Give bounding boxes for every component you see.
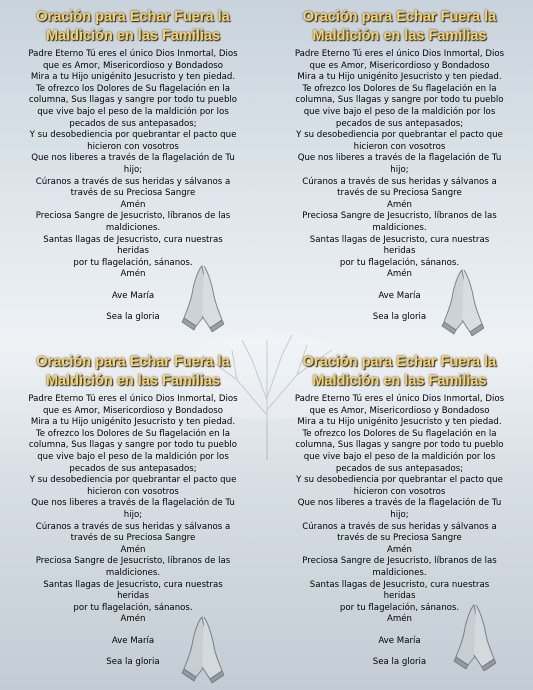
prayer-line: Y su desobediencia por quebrantar el pacto que	[296, 130, 503, 141]
prayer-line: que vive bajo el peso de la maldición por los	[303, 451, 496, 462]
prayer-line: Cúranos a través de sus heridas y sálvanos a	[302, 521, 497, 532]
prayer-line: Mira a tu Hijo unigénito Jesucristo y ten piedad.	[30, 417, 236, 428]
prayer-line: Mira a tu Hijo unigénito Jesucristo y ten piedad.	[297, 417, 502, 428]
prayer-line: través de su Preciosa Sangre	[337, 188, 462, 199]
prayer-line: Te ofrezco los Dolores de Su flagelación en la	[35, 83, 230, 94]
prayer-line: pecados de sus antepasados;	[69, 463, 197, 474]
praying-hands-icon	[180, 613, 224, 683]
prayer-line: hicieron con vosotros	[87, 486, 179, 497]
title-line: Oración para Echar Fuera la	[36, 354, 230, 370]
prayer-line: Preciosa Sangre de Jesucristo, líbranos de las	[35, 211, 231, 222]
prayer-line: por tu flagelación, sánanos.	[73, 602, 193, 613]
prayer-line: Preciosa Sangre de Jesucristo, líbranos de las	[35, 556, 231, 567]
prayer-line: que es Amor, Misericordioso y Bondadoso	[43, 405, 223, 416]
prayer-line: heridas	[117, 246, 149, 257]
prayer-line: Santas llagas de Jesucristo, cura nuestras	[309, 234, 490, 245]
prayer-line: Que nos liberes a través de la flagelación de Tu	[31, 153, 235, 164]
ave-maria-label: Ave María	[111, 635, 155, 646]
prayer-card	[266, 345, 533, 690]
gloria-label: Sea la gloria	[106, 312, 160, 323]
prayer-line: hicieron con vosotros	[353, 141, 446, 152]
prayer-line: Preciosa Sangre de Jesucristo, líbranos de las	[302, 211, 497, 222]
prayer-line: Cúranos a través de sus heridas y sálvanos a	[302, 176, 497, 187]
prayer-line: Que nos liberes a través de la flagelación de Tu	[297, 498, 502, 509]
prayer-line: por tu flagelación, sánanos.	[339, 257, 460, 268]
prayer-line: Santas llagas de Jesucristo, cura nuestras	[43, 234, 223, 245]
prayer-line: Te ofrezco los Dolores de Su flagelación en la	[302, 83, 497, 94]
prayer-line: maldiciones.	[372, 567, 427, 578]
prayer-body	[272, 49, 527, 324]
prayer-line: columna, Sus llagas y sangre por todo tu pueblo	[295, 440, 504, 451]
prayer-line: Padre Eterno Tú eres el único Dios Inmortal, Dios	[28, 394, 238, 404]
prayer-line: Amén	[120, 199, 146, 210]
prayer-line: Que nos liberes a través de la flagelación de Tu	[297, 153, 502, 164]
prayer-title	[6, 8, 260, 46]
prayer-line: columna, Sus llagas y sangre por todo tu pueblo	[28, 95, 238, 106]
prayer-line: Amén	[120, 269, 146, 280]
prayer-line: heridas	[383, 591, 416, 602]
prayer-title	[6, 353, 260, 391]
ave-maria-label: Ave María	[111, 290, 155, 301]
prayer-line: Amén	[120, 614, 146, 625]
prayer-line: pecados de sus antepasados;	[335, 463, 464, 474]
prayer-line: que es Amor, Misericordioso y Bondadoso	[309, 405, 490, 416]
prayer-line: través de su Preciosa Sangre	[337, 533, 462, 544]
title-line: Maldición en las Familias	[45, 373, 221, 389]
prayer-line: pecados de sus antepasados;	[335, 118, 464, 129]
prayer-line: Padre Eterno Tú eres el único Dios Inmortal, Dios	[28, 49, 238, 59]
title-line: Maldición en las Familias	[312, 373, 487, 389]
prayer-card	[0, 0, 266, 345]
gloria-label: Sea la gloria	[372, 312, 427, 323]
title-line: Oración para Echar Fuera la	[302, 354, 497, 370]
prayer-line: columna, Sus llagas y sangre por todo tu pueblo	[28, 440, 238, 451]
prayer-line: maldiciones.	[105, 567, 161, 578]
prayer-line: hicieron con vosotros	[87, 141, 179, 152]
prayer-line: Mira a tu Hijo unigénito Jesucristo y ten piedad.	[297, 72, 502, 83]
prayer-line: Amén	[387, 614, 412, 625]
prayer-title	[272, 8, 527, 46]
prayer-line: pecados de sus antepasados;	[69, 118, 197, 129]
prayer-line: que es Amor, Misericordioso y Bondadoso	[309, 60, 490, 71]
prayer-line: Cúranos a través de sus heridas y sálvanos a	[35, 176, 231, 187]
prayer-line: través de su Preciosa Sangre	[70, 188, 196, 199]
gloria-label: Sea la gloria	[106, 657, 160, 668]
prayer-line: hicieron con vosotros	[353, 486, 446, 497]
prayer-line: por tu flagelación, sánanos.	[339, 602, 460, 613]
ave-maria-label: Ave María	[378, 635, 421, 646]
title-line: Oración para Echar Fuera la	[36, 9, 230, 25]
praying-hands-icon	[452, 601, 496, 671]
prayer-line: Amén	[387, 199, 412, 210]
prayer-line: Cúranos a través de sus heridas y sálvanos a	[35, 521, 231, 532]
prayer-card	[266, 0, 533, 345]
prayer-line: Padre Eterno Tú eres el único Dios Inmortal, Dios	[294, 394, 505, 404]
prayer-line: Santas llagas de Jesucristo, cura nuestras	[309, 579, 490, 590]
prayer-line: hijo;	[390, 164, 409, 175]
prayer-line: través de su Preciosa Sangre	[70, 533, 196, 544]
prayer-line: por tu flagelación, sánanos.	[73, 257, 193, 268]
prayer-line: hijo;	[390, 509, 409, 520]
prayer-line: heridas	[117, 591, 149, 602]
prayer-line: Santas llagas de Jesucristo, cura nuestras	[43, 579, 223, 590]
title-line: Oración para Echar Fuera la	[302, 9, 497, 25]
prayer-line: heridas	[383, 246, 416, 257]
gloria-label: Sea la gloria	[372, 657, 427, 668]
prayer-line: Amén	[387, 544, 412, 555]
prayer-line: hijo;	[123, 509, 143, 520]
ave-maria-label: Ave María	[378, 290, 421, 301]
prayer-line: que es Amor, Misericordioso y Bondadoso	[43, 60, 223, 71]
praying-hands-icon	[180, 262, 224, 332]
title-line: Maldición en las Familias	[312, 28, 487, 44]
prayer-line: Te ofrezco los Dolores de Su flagelación en la	[302, 428, 497, 439]
prayer-line: Padre Eterno Tú eres el único Dios Inmortal, Dios	[294, 49, 505, 59]
title-line: Maldición en las Familias	[45, 28, 221, 44]
prayer-line: Que nos liberes a través de la flagelación de Tu	[31, 498, 235, 509]
prayer-line: Preciosa Sangre de Jesucristo, líbranos de las	[302, 556, 497, 567]
prayer-line: Y su desobediencia por quebrantar el pacto que	[29, 475, 237, 486]
prayer-line: maldiciones.	[105, 222, 161, 233]
prayer-line: Amén	[120, 544, 146, 555]
prayer-line: maldiciones.	[372, 222, 427, 233]
prayer-line: Mira a tu Hijo unigénito Jesucristo y ten piedad.	[30, 72, 236, 83]
prayer-line: columna, Sus llagas y sangre por todo tu pueblo	[295, 95, 504, 106]
prayer-line: Te ofrezco los Dolores de Su flagelación en la	[35, 428, 230, 439]
prayer-line: Amén	[387, 269, 412, 280]
prayer-line: Y su desobediencia por quebrantar el pacto que	[296, 475, 503, 486]
prayer-line: que vive bajo el peso de la maldición por los	[303, 106, 496, 117]
prayer-line: Y su desobediencia por quebrantar el pacto que	[29, 130, 237, 141]
prayer-line: que vive bajo el peso de la maldición por los	[37, 451, 229, 462]
praying-hands-icon	[440, 266, 484, 336]
prayer-card	[0, 345, 266, 690]
prayer-title	[272, 353, 527, 391]
prayer-line: hijo;	[123, 164, 143, 175]
prayer-line: que vive bajo el peso de la maldición por los	[37, 106, 229, 117]
